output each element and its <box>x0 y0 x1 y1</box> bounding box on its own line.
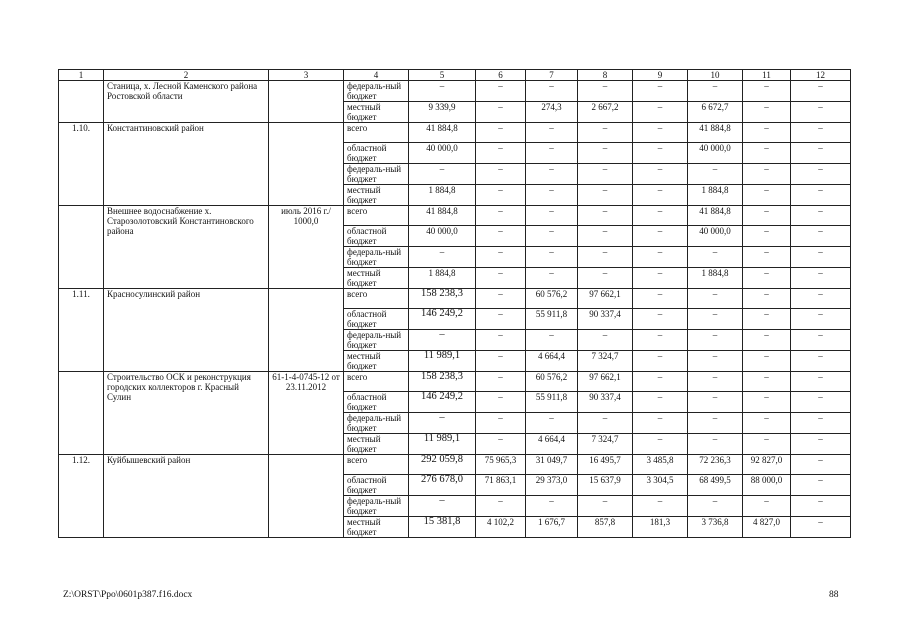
value-cell: – <box>791 247 851 268</box>
value-cell: – <box>743 226 791 247</box>
value-cell: 146 249,2 <box>409 309 476 330</box>
value-cell: – <box>409 330 476 351</box>
value-cell: 146 249,2 <box>409 392 476 413</box>
item-code <box>269 123 344 206</box>
value-cell: – <box>688 496 743 517</box>
value-cell: – <box>743 351 791 372</box>
item-code <box>269 455 344 538</box>
value-cell: – <box>791 164 851 185</box>
value-cell: – <box>633 330 688 351</box>
value-cell: – <box>633 102 688 123</box>
value-cell: – <box>476 434 526 455</box>
value-cell: – <box>578 247 633 268</box>
value-cell: – <box>743 434 791 455</box>
value-cell: – <box>743 372 791 392</box>
table-row <box>59 123 851 143</box>
value-cell: – <box>743 81 791 102</box>
item-number <box>59 206 104 289</box>
value-cell: – <box>476 309 526 330</box>
value-cell: 2 667,2 <box>578 102 633 123</box>
value-cell: – <box>688 413 743 434</box>
value-cell: 41 884,8 <box>688 206 743 226</box>
value-cell: 1 884,8 <box>409 185 476 206</box>
value-cell: – <box>476 392 526 413</box>
value-cell: – <box>633 123 688 143</box>
value-cell: 15 381,8 <box>409 517 476 538</box>
value-cell: 1 884,8 <box>688 268 743 289</box>
value-cell: – <box>791 226 851 247</box>
value-cell: 4 827,0 <box>743 517 791 538</box>
value-cell: 15 637,9 <box>578 475 633 496</box>
value-cell: – <box>791 392 851 413</box>
value-cell: 60 576,2 <box>526 372 578 392</box>
value-cell: – <box>688 164 743 185</box>
header-cell: 7 <box>526 70 578 81</box>
value-cell: – <box>743 496 791 517</box>
value-cell: – <box>476 206 526 226</box>
value-cell: – <box>633 289 688 309</box>
item-name: Красносулинский район <box>104 289 269 372</box>
value-cell: – <box>409 81 476 102</box>
value-cell: – <box>633 496 688 517</box>
value-cell: – <box>409 164 476 185</box>
value-cell: – <box>791 496 851 517</box>
value-cell: – <box>688 392 743 413</box>
value-cell: – <box>743 123 791 143</box>
value-cell: – <box>476 247 526 268</box>
value-cell: 60 576,2 <box>526 289 578 309</box>
value-cell: – <box>526 247 578 268</box>
value-cell: – <box>688 372 743 392</box>
value-cell: – <box>476 143 526 164</box>
value-cell: 3 485,8 <box>633 455 688 475</box>
value-cell: – <box>476 164 526 185</box>
value-cell: – <box>578 206 633 226</box>
value-cell: – <box>791 268 851 289</box>
value-cell: 857,8 <box>578 517 633 538</box>
header-cell: 12 <box>791 70 851 81</box>
value-cell: – <box>743 143 791 164</box>
funding-source: всего <box>344 372 409 392</box>
funding-source: федераль-ный бюджет <box>344 247 409 268</box>
value-cell: – <box>688 81 743 102</box>
funding-source: областной бюджет <box>344 309 409 330</box>
value-cell: – <box>476 496 526 517</box>
value-cell: – <box>476 268 526 289</box>
value-cell: – <box>476 351 526 372</box>
funding-source: местный бюджет <box>344 185 409 206</box>
value-cell: – <box>743 102 791 123</box>
value-cell: – <box>743 164 791 185</box>
value-cell: – <box>743 330 791 351</box>
value-cell: – <box>633 164 688 185</box>
funding-source: областной бюджет <box>344 226 409 247</box>
value-cell: – <box>633 434 688 455</box>
value-cell: 90 337,4 <box>578 309 633 330</box>
value-cell: 55 911,8 <box>526 392 578 413</box>
value-cell: – <box>476 289 526 309</box>
value-cell: 7 324,7 <box>578 434 633 455</box>
item-name: Станица, х. Лесной Каменского района Ростовской области <box>104 81 269 123</box>
value-cell: – <box>526 206 578 226</box>
value-cell: – <box>791 289 851 309</box>
value-cell: – <box>476 226 526 247</box>
funding-source: всего <box>344 206 409 226</box>
funding-source: федераль-ный бюджет <box>344 164 409 185</box>
value-cell: – <box>633 226 688 247</box>
value-cell: 92 827,0 <box>743 455 791 475</box>
value-cell: – <box>526 268 578 289</box>
table-body <box>59 81 851 538</box>
value-cell: – <box>578 81 633 102</box>
value-cell: 55 911,8 <box>526 309 578 330</box>
header-cell: 1 <box>59 70 104 81</box>
value-cell: – <box>578 413 633 434</box>
value-cell: – <box>633 309 688 330</box>
value-cell: – <box>526 123 578 143</box>
value-cell: – <box>743 247 791 268</box>
budget-table <box>58 69 851 538</box>
value-cell: 4 102,2 <box>476 517 526 538</box>
value-cell: 1 676,7 <box>526 517 578 538</box>
value-cell: – <box>409 247 476 268</box>
value-cell: – <box>743 185 791 206</box>
value-cell: 40 000,0 <box>688 143 743 164</box>
value-cell: 4 664,4 <box>526 434 578 455</box>
header-cell: 6 <box>476 70 526 81</box>
value-cell: – <box>688 330 743 351</box>
value-cell: 3 304,5 <box>633 475 688 496</box>
value-cell: – <box>476 413 526 434</box>
funding-source: областной бюджет <box>344 143 409 164</box>
value-cell: 40 000,0 <box>409 143 476 164</box>
value-cell: – <box>526 81 578 102</box>
value-cell: – <box>526 413 578 434</box>
value-cell: – <box>791 143 851 164</box>
item-name: Строительство ОСК и реконструкция городских коллекторов г. Красный Сулин <box>104 372 269 455</box>
value-cell: – <box>791 372 851 392</box>
value-cell: – <box>578 330 633 351</box>
value-cell: 75 965,3 <box>476 455 526 475</box>
funding-source: местный бюджет <box>344 268 409 289</box>
value-cell: – <box>633 206 688 226</box>
value-cell: – <box>476 102 526 123</box>
value-cell: – <box>791 413 851 434</box>
value-cell: – <box>791 434 851 455</box>
item-name: Внешнее водоснабжение х. Старозолотовский Константиновского района <box>104 206 269 289</box>
value-cell: – <box>791 81 851 102</box>
value-cell: – <box>578 123 633 143</box>
item-code <box>269 289 344 372</box>
value-cell: – <box>633 351 688 372</box>
header-cell: 8 <box>578 70 633 81</box>
value-cell: – <box>578 496 633 517</box>
header-cell: 10 <box>688 70 743 81</box>
value-cell: 9 339,9 <box>409 102 476 123</box>
value-cell: – <box>791 185 851 206</box>
table-row <box>59 206 851 226</box>
header-cell: 5 <box>409 70 476 81</box>
value-cell: – <box>476 123 526 143</box>
funding-source: областной бюджет <box>344 392 409 413</box>
value-cell: – <box>409 496 476 517</box>
value-cell: – <box>791 102 851 123</box>
value-cell: – <box>633 81 688 102</box>
funding-source: всего <box>344 455 409 475</box>
value-cell: – <box>791 206 851 226</box>
item-number: 1.12. <box>59 455 104 538</box>
funding-source: федераль-ный бюджет <box>344 413 409 434</box>
value-cell: – <box>526 226 578 247</box>
funding-source: областной бюджет <box>344 475 409 496</box>
value-cell: – <box>743 392 791 413</box>
value-cell: – <box>578 185 633 206</box>
value-cell: 88 000,0 <box>743 475 791 496</box>
value-cell: – <box>633 247 688 268</box>
value-cell: 7 324,7 <box>578 351 633 372</box>
header-row <box>59 70 851 81</box>
value-cell: – <box>633 413 688 434</box>
funding-source: всего <box>344 289 409 309</box>
header-cell: 3 <box>269 70 344 81</box>
item-number: 1.11. <box>59 289 104 372</box>
funding-source: федераль-ный бюджет <box>344 81 409 102</box>
value-cell: 274,3 <box>526 102 578 123</box>
value-cell: 31 049,7 <box>526 455 578 475</box>
value-cell: – <box>743 413 791 434</box>
funding-source: местный бюджет <box>344 351 409 372</box>
value-cell: 292 059,8 <box>409 455 476 475</box>
value-cell: 181,3 <box>633 517 688 538</box>
value-cell: 68 499,5 <box>688 475 743 496</box>
value-cell: – <box>688 434 743 455</box>
footer-page-number: 88 <box>829 590 839 600</box>
value-cell: – <box>688 247 743 268</box>
value-cell: – <box>688 351 743 372</box>
value-cell: – <box>526 143 578 164</box>
value-cell: – <box>526 330 578 351</box>
table-row <box>59 455 851 475</box>
value-cell: – <box>476 372 526 392</box>
value-cell: 158 238,3 <box>409 289 476 309</box>
value-cell: – <box>633 268 688 289</box>
value-cell: 72 236,3 <box>688 455 743 475</box>
value-cell: – <box>743 309 791 330</box>
value-cell: 40 000,0 <box>409 226 476 247</box>
value-cell: – <box>688 289 743 309</box>
value-cell: – <box>791 123 851 143</box>
item-name: Константиновский район <box>104 123 269 206</box>
value-cell: 4 664,4 <box>526 351 578 372</box>
item-number: 1.10. <box>59 123 104 206</box>
value-cell: – <box>409 413 476 434</box>
value-cell: – <box>578 268 633 289</box>
value-cell: – <box>578 226 633 247</box>
value-cell: 11 989,1 <box>409 351 476 372</box>
value-cell: – <box>688 309 743 330</box>
value-cell: 1 884,8 <box>409 268 476 289</box>
value-cell: 1 884,8 <box>688 185 743 206</box>
value-cell: 3 736,8 <box>688 517 743 538</box>
header-cell: 11 <box>743 70 791 81</box>
item-code: июль 2016 г./ 1000,0 <box>269 206 344 289</box>
item-number <box>59 81 104 123</box>
funding-source: федераль-ный бюджет <box>344 496 409 517</box>
value-cell: – <box>791 351 851 372</box>
funding-source: местный бюджет <box>344 434 409 455</box>
value-cell: – <box>633 392 688 413</box>
header-cell: 2 <box>104 70 269 81</box>
value-cell: – <box>578 164 633 185</box>
value-cell: – <box>791 330 851 351</box>
value-cell: – <box>578 143 633 164</box>
header-cell: 4 <box>344 70 409 81</box>
value-cell: – <box>633 185 688 206</box>
value-cell: 11 989,1 <box>409 434 476 455</box>
value-cell: – <box>791 455 851 475</box>
footer-file-path: Z:\ORST\Ppo\0601p387.f16.docx <box>63 590 193 600</box>
value-cell: 41 884,8 <box>688 123 743 143</box>
value-cell: – <box>743 268 791 289</box>
table-row <box>59 372 851 392</box>
value-cell: 41 884,8 <box>409 123 476 143</box>
funding-source: местный бюджет <box>344 102 409 123</box>
value-cell: 276 678,0 <box>409 475 476 496</box>
value-cell: – <box>526 496 578 517</box>
value-cell: 16 495,7 <box>578 455 633 475</box>
item-code: 61-1-4-0745-12 от 23.11.2012 <box>269 372 344 455</box>
value-cell: 90 337,4 <box>578 392 633 413</box>
item-code <box>269 81 344 123</box>
item-name: Куйбышевский район <box>104 455 269 538</box>
value-cell: – <box>633 143 688 164</box>
value-cell: – <box>526 164 578 185</box>
value-cell: 97 662,1 <box>578 289 633 309</box>
value-cell: – <box>743 206 791 226</box>
table-row <box>59 81 851 102</box>
value-cell: – <box>743 289 791 309</box>
value-cell: – <box>476 81 526 102</box>
value-cell: – <box>791 475 851 496</box>
value-cell: 158 238,3 <box>409 372 476 392</box>
item-number <box>59 372 104 455</box>
value-cell: 41 884,8 <box>409 206 476 226</box>
value-cell: – <box>791 517 851 538</box>
value-cell: – <box>791 309 851 330</box>
value-cell: – <box>476 330 526 351</box>
value-cell: 97 662,1 <box>578 372 633 392</box>
value-cell: – <box>526 185 578 206</box>
value-cell: 40 000,0 <box>688 226 743 247</box>
value-cell: 71 863,1 <box>476 475 526 496</box>
funding-source: федераль-ный бюджет <box>344 330 409 351</box>
value-cell: – <box>476 185 526 206</box>
value-cell: – <box>633 372 688 392</box>
table-row <box>59 289 851 309</box>
funding-source: всего <box>344 123 409 143</box>
value-cell: 6 672,7 <box>688 102 743 123</box>
header-cell: 9 <box>633 70 688 81</box>
funding-source: местный бюджет <box>344 517 409 538</box>
value-cell: 29 373,0 <box>526 475 578 496</box>
